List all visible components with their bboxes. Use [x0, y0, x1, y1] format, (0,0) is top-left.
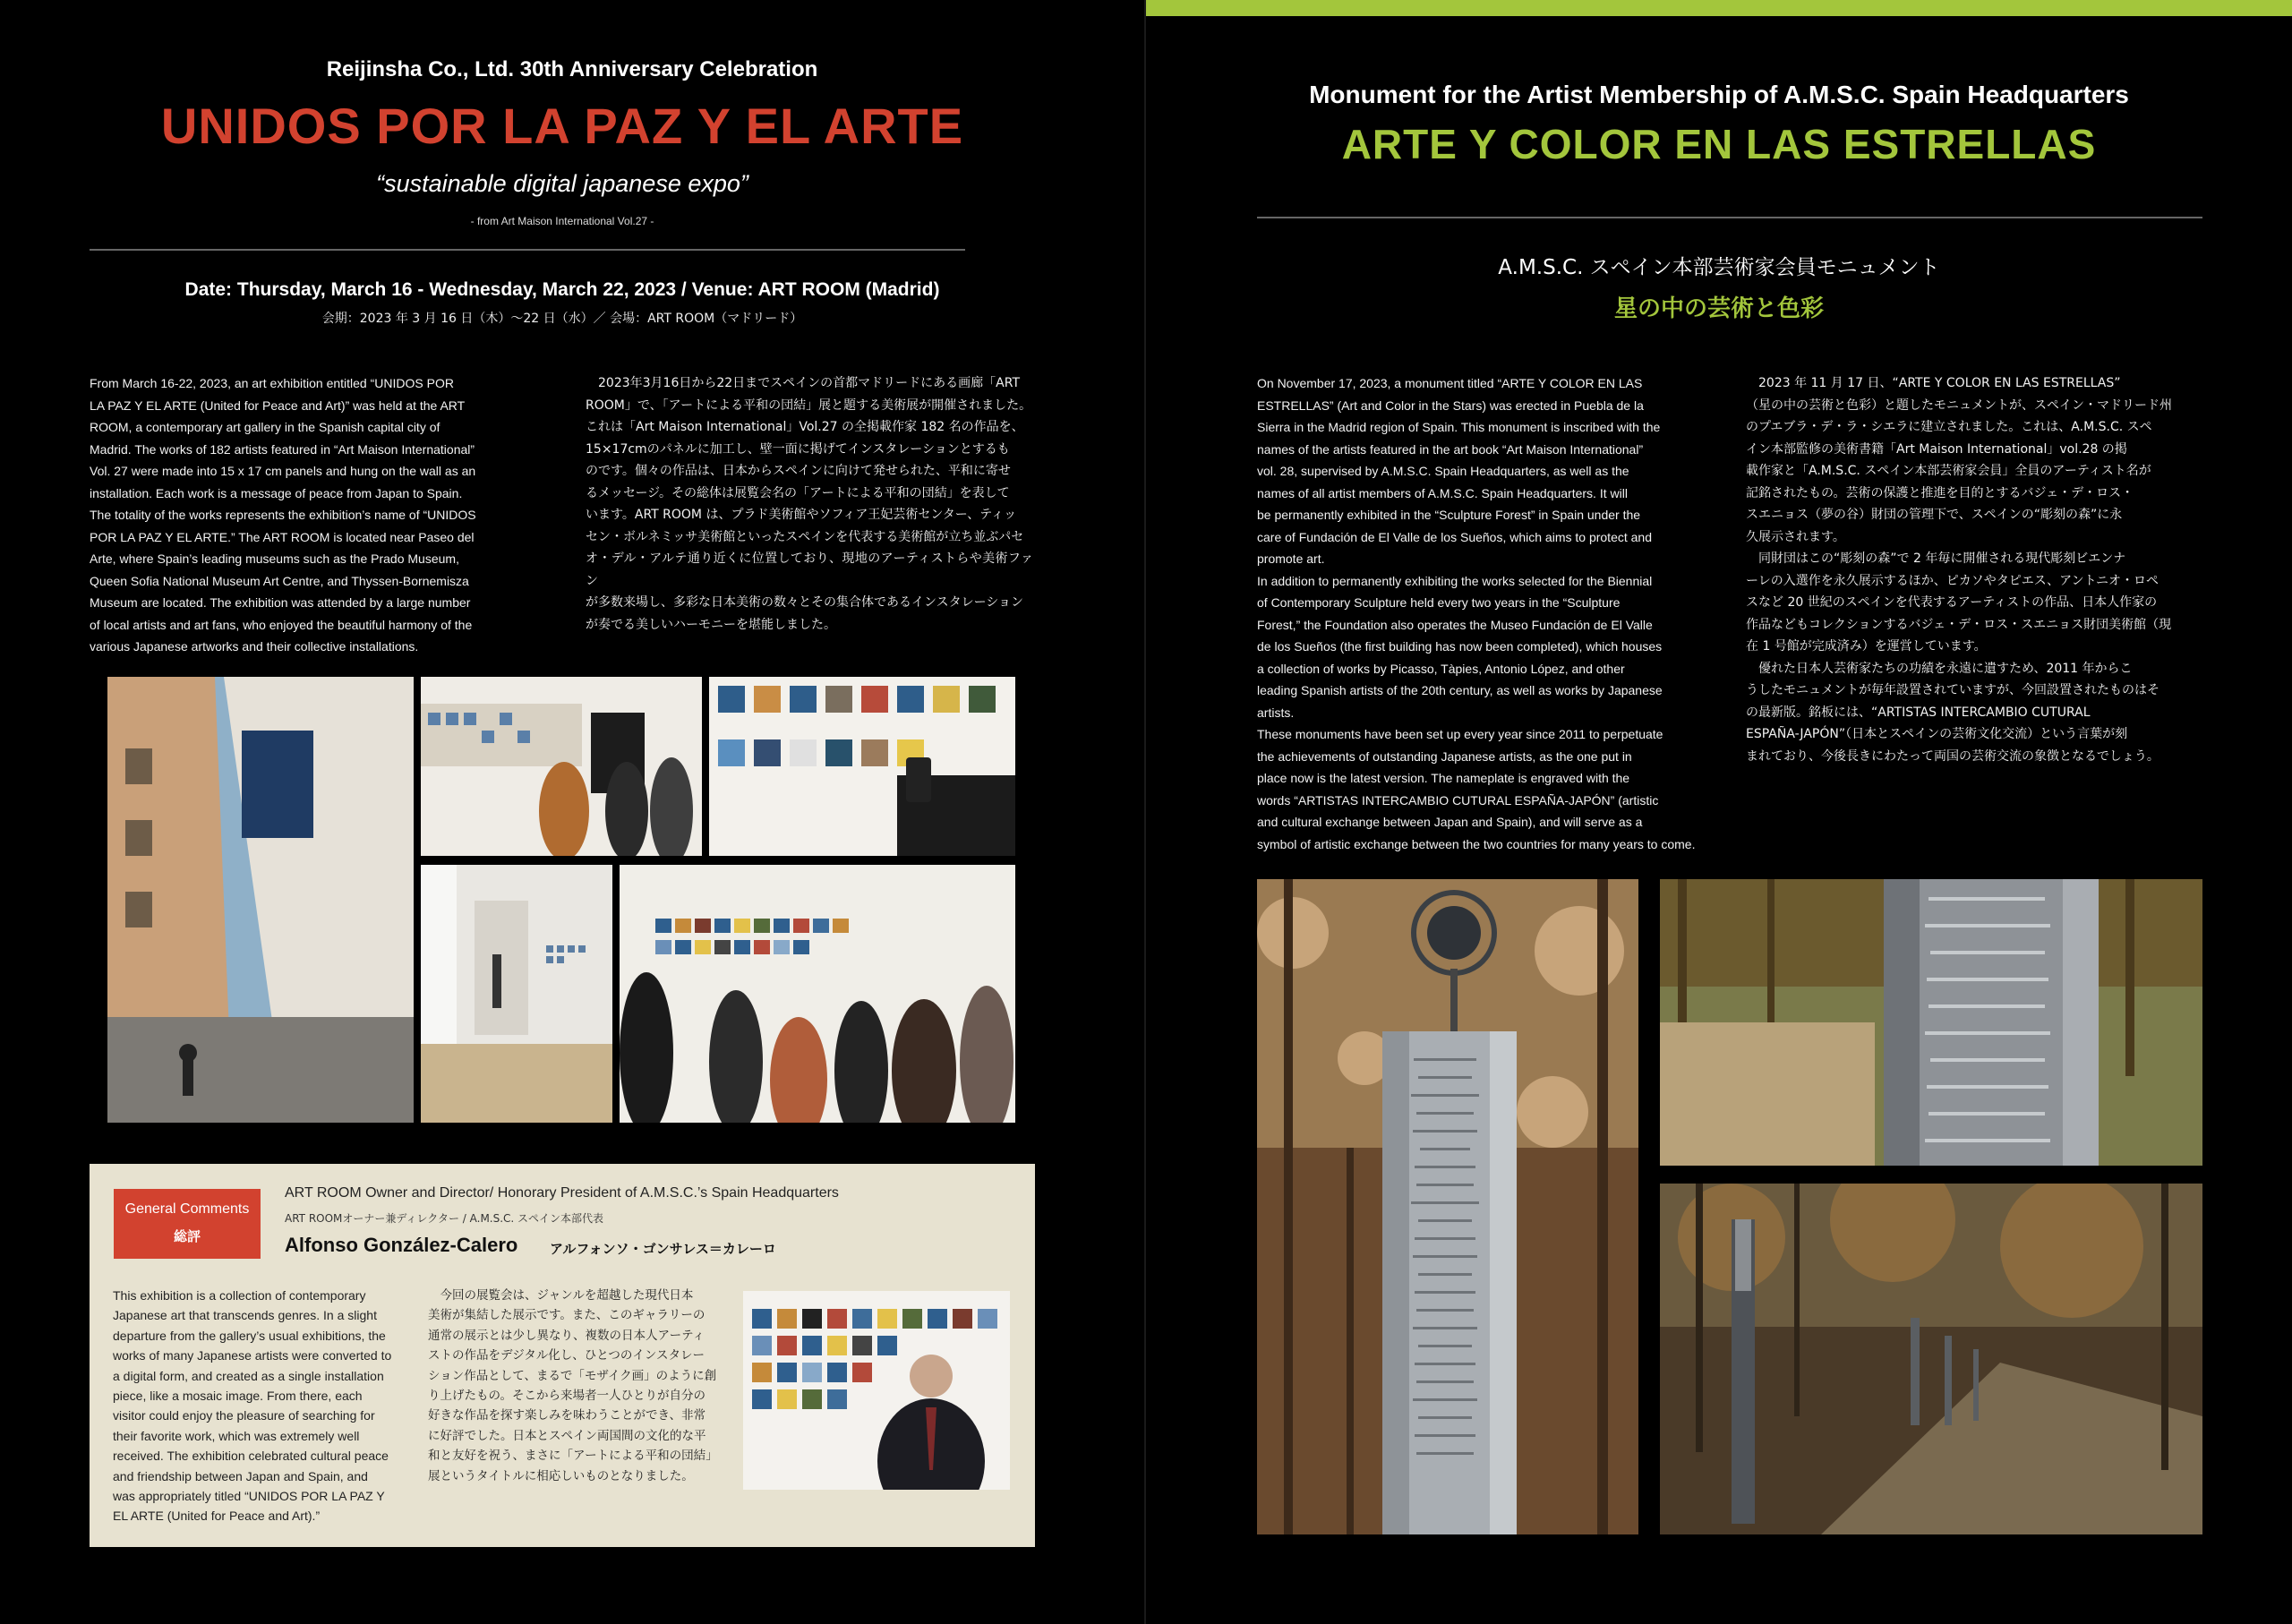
text-line: various Japanese artworks and their collective installations. — [90, 639, 419, 654]
right-kicker: Monument for the Artist Membership of A.M.S.C. Spain Headquarters — [1309, 81, 2129, 108]
text-line: 好きな作品を探す楽しみを味わうことができ、非常 — [428, 1408, 706, 1423]
text-line: 美術が集結した展示です。また、このギャラリーの — [428, 1308, 706, 1323]
text-line: 15×17cmのパネルに加工し、壁一面に掲げてインスタレーションとするも — [586, 441, 1010, 457]
text-line: （星の中の芸術と色彩）と題したモニュメントが、スペイン・マドリード州 — [1746, 397, 2172, 413]
text-line: promote art. — [1257, 551, 1325, 566]
text-line: Sierra in the Madrid region of Spain. This monument is inscribed with the — [1257, 420, 1661, 434]
text-line: POR LA PAZ Y EL ARTE.” The ART ROOM is located near Paseo del — [90, 529, 475, 544]
text-line: ストの作品をデジタル化し、ひとつのインスタレー — [428, 1348, 706, 1363]
text-line: ESPAÑA-JAPÓN”（日本とスペインの芸術文化交流）という言葉が刻 — [1746, 727, 2128, 741]
text-line: ション作品として、まるで「モザイク画」のように創 — [428, 1368, 717, 1383]
text-line: artists. — [1257, 705, 1295, 720]
text-line: Museum are located. The exhibition was attended by a large number — [90, 595, 471, 610]
text-line: るメッセージ。その総体は展覧会名の「アートによる平和の団結」を表して — [586, 485, 1010, 500]
text-line: was appropriately titled “UNIDOS POR LA PAZ Y — [113, 1489, 385, 1504]
text-line: departure from the gallery’s usual exhibitions, the — [113, 1328, 386, 1343]
text-line: ROOM」で、「アートによる平和の団結」展と題する美術展が開催されました。 — [586, 397, 1032, 413]
text-line: works of many Japanese artists were converted to — [113, 1348, 392, 1363]
text-line: These monuments have been set up every year since 2011 to perpetuate — [1257, 727, 1663, 741]
text-line: LA PAZ Y EL ARTE (United for Peace and Art)” was held at the ART — [90, 397, 466, 413]
crowd-at-installation-photo — [620, 865, 1015, 1123]
commenter-name-en: Alfonso González-Calero — [285, 1234, 518, 1256]
text-line: います。ART ROOM は、プラド美術館やソフィア王妃芸術センター、ティッ — [586, 508, 1017, 522]
text-line: 2023年3月16日から22日までスペインの首都マドリードにある画廊「ART — [586, 376, 1021, 390]
text-line: イン本部監修の美術書籍「Art Maison International」vol.28 の掲 — [1746, 441, 2127, 457]
engraved-names-photo — [1660, 879, 2202, 1166]
text-line: names of the artists featured in the art book “Art Maison International” — [1257, 441, 1644, 457]
text-line: 2023 年 11 月 17 日、“ARTE Y COLOR EN LAS ESTRELLAS” — [1746, 376, 2121, 390]
text-line: a digital form, and created as a single installation — [113, 1368, 384, 1383]
text-line: Forest,” the Foundation also operates the Museo Fundación de El Valle — [1257, 617, 1653, 632]
text-line: 通常の展示とは少し異なり、複数の日本人アーティ — [428, 1328, 706, 1343]
text-line: symbol of artistic exchange between the two countries for many years to come. — [1257, 836, 1696, 851]
text-line: 久展示されます。 — [1746, 529, 1845, 544]
text-line: のプエブラ・デ・ラ・シエラに建立されました。これは、A.M.S.C. スペ — [1746, 420, 2152, 434]
left-body-jp — [586, 372, 1033, 636]
left-page — [0, 0, 1144, 1624]
text-line: installation. Each work is a message of peace from Japan to Spain. — [90, 485, 463, 500]
text-line: Arte, where Spain’s leading museums such as the Prado Museum, — [90, 551, 459, 566]
text-line: of Contemporary Sculpture held every two years in the “Sculpture — [1257, 595, 1621, 610]
director-portrait-photo — [743, 1291, 1010, 1490]
left-title: UNIDOS POR LA PAZ Y EL ARTE — [160, 98, 964, 154]
commenter-name-jp: アルフォンソ・ゴンサレス＝カレーロ — [550, 1241, 776, 1257]
right-title: ARTE Y COLOR EN LAS ESTRELLAS — [1341, 121, 2097, 167]
badge-label-jp: 総評 — [173, 1228, 201, 1244]
comment-body-jp — [428, 1286, 722, 1486]
text-line: place now is the latest version. The nameplate is engraved with the — [1257, 771, 1630, 785]
text-line: In addition to permanently exhibiting the works selected for the Biennial — [1257, 573, 1653, 588]
text-line: the achievements of outstanding Japanese artists, as the one put in — [1257, 748, 1632, 764]
text-line: and friendship between Japan and Spain, and — [113, 1468, 368, 1483]
text-line: ーレの入選作を永久展示するほか、ピカソやタピエス、アントニオ・ロペ — [1746, 573, 2159, 588]
text-line: be permanently exhibited in the “Sculpture Forest” in Spain under the — [1257, 508, 1641, 522]
text-line: a collection of works by Picasso, Tàpies, Antonio López, and other — [1257, 661, 1625, 676]
left-kicker: Reijinsha Co., Ltd. 30th Anniversary Celebration — [326, 57, 818, 81]
text-line: The totality of the works represents the exhibition’s name of “UNIDOS — [90, 508, 476, 522]
text-line: ESTRELLAS” (Art and Color in the Stars) was erected in Puebla de la — [1257, 397, 1644, 413]
text-line: まれており、今後長きにわたって両国の芸術交流の象徴となるでしょう。 — [1746, 748, 2159, 764]
left-subtitle: “sustainable digital japanese expo” — [376, 170, 748, 197]
text-line: に好評でした。日本とスペイン両国間の文化的な平 — [428, 1428, 706, 1443]
text-line: り上げたもの。そこから来場者一人ひとりが自分の — [428, 1389, 706, 1404]
visitors-viewing-wall-photo — [421, 677, 702, 856]
right-title-jp: 星の中の芸術と色彩 — [1613, 295, 1824, 322]
comment-body-en — [113, 1286, 410, 1526]
text-line: 記銘されたもの。芸術の保護と推進を目的とするバジェ・デ・ロス・ — [1746, 485, 2134, 500]
right-kicker-jp: A.M.S.C. スペイン本部芸術家会員モニュメント — [1498, 256, 1940, 279]
general-comments-badge — [114, 1189, 261, 1259]
text-line: 今回の展覧会は、ジャンルを超越した現代日本 — [428, 1288, 694, 1303]
text-line: の最新版。銘板には、“ARTISTAS INTERCAMBIO CUTURAL — [1746, 705, 2091, 720]
general-comments-box — [90, 1164, 1035, 1547]
text-line: のです。個々の作品は、日本からスペインに向けて発せられた、平和に寄せ — [586, 464, 1011, 478]
text-line: が奏でる美しいハーモニーを堪能しました。 — [586, 617, 836, 632]
text-line: Queen Sofia National Museum Art Centre, and Thyssen-Bornemisza — [90, 573, 469, 588]
text-line: care of Fundación de El Valle de los Sueños, which aims to protect and — [1257, 529, 1652, 544]
text-line: vol. 28, supervised by A.M.S.C. Spain Headquarters, as well as the — [1257, 464, 1629, 478]
forest-path-monuments-photo — [1660, 1184, 2202, 1534]
top-accent-bar — [1146, 0, 2292, 16]
left-divider — [90, 249, 965, 251]
right-divider — [1257, 217, 2202, 218]
text-line: and cultural exchange between Japan and Spain), and will serve as a — [1257, 815, 1643, 829]
text-line: スなど 20 世紀のスペインを代表するアーティストの作品、日本人作家の — [1746, 595, 2158, 610]
text-line: 展というタイトルに相応しいものとなりました。 — [428, 1468, 694, 1483]
street-facade-photo — [107, 677, 414, 1123]
text-line: their favorite work, which was extremely well — [113, 1428, 360, 1443]
monument-pillar-closeup-photo — [1257, 879, 1638, 1534]
text-line: names of all artist members of A.M.S.C. Spain Headquarters. It will — [1257, 485, 1628, 500]
text-line: On November 17, 2023, a monument titled “ARTE Y COLOR EN LAS — [1257, 376, 1643, 390]
text-line: スエニョス（夢の谷）財団の管理下で、スペインの“彫刻の森”に永 — [1746, 508, 2123, 522]
gallery-corridor-photo — [421, 865, 612, 1123]
left-date-en: Date: Thursday, March 16 - Wednesday, March 22, 2023 / Venue: ART ROOM (Madrid) — [184, 279, 940, 300]
left-body-en — [90, 372, 544, 658]
text-line: うしたモニュメントが毎年設置されていますが、今回設置されたものはそ — [1746, 683, 2159, 697]
text-line: piece, like a mosaic image. From there, each — [113, 1389, 363, 1404]
text-line: de los Sueños (the first building has now been completed), which houses — [1257, 639, 1663, 654]
commenter-role-en: ART ROOM Owner and Director/ Honorary President of A.M.S.C.’s Spain Headquarters — [285, 1185, 839, 1201]
text-line: of local artists and art fans, who enjoyed the beautiful harmony of the — [90, 617, 473, 632]
text-line: EL ARTE (United for Peace and Art).” — [113, 1509, 321, 1524]
left-source: - from Art Maison International Vol.27 - — [470, 215, 654, 227]
text-line: これは「Art Maison International」Vol.27 の全掲載作家 182 名の作品を、 — [586, 420, 1024, 434]
text-line: が多数来場し、多彩な日本美術の数々とその集合体であるインスタレーション — [586, 595, 1024, 610]
text-line: 載作家と「A.M.S.C. スペイン本部芸術家会員」全員のアーティスト名が — [1746, 464, 2151, 478]
text-line: ROOM, a contemporary art gallery in the Spanish capital city of — [90, 420, 440, 434]
text-line: オ・デル・アルテ通り近くに位置しており、現地のアーティストらや美術ファン — [586, 551, 1033, 588]
text-line: 同財団はこの“彫刻の森”で 2 年毎に開催される現代彫刻ビエンナ — [1746, 551, 2126, 566]
commenter-role-jp: ART ROOMオーナー兼ディレクター / A.M.S.C. スペイン本部代表 — [285, 1212, 604, 1225]
text-line: Madrid. The works of 182 artists featured in “Art Maison International” — [90, 441, 475, 457]
right-page — [1146, 0, 2292, 1624]
text-line: From March 16-22, 2023, an art exhibition entitled “UNIDOS POR — [90, 376, 454, 390]
text-line: words “ARTISTAS INTERCAMBIO CUTURAL ESPAÑA-JAPÓN” (artistic — [1257, 792, 1659, 808]
badge-label-en: General Comments — [124, 1201, 250, 1217]
text-line: Japanese art that transcends genres. In a slight — [113, 1308, 377, 1323]
left-date-jp: 会期：2023 年 3 月 16 日（木）～22 日（水）／ 会場：ART ROOM（マドリード） — [321, 312, 803, 326]
wall-panels-phone-photo — [709, 677, 1015, 856]
text-line: セン・ボルネミッサ美術館といったスペインを代表する美術館が立ち並ぶパセ — [586, 529, 1024, 544]
text-line: 在 1 号館が完成済み）を運営しています。 — [1746, 639, 1987, 654]
text-line: 優れた日本人芸術家たちの功績を永遠に遺すため、2011 年からこ — [1746, 661, 2133, 676]
text-line: This exhibition is a collection of contemporary — [113, 1288, 366, 1303]
text-line: Vol. 27 were made into 15 x 17 cm panels and hung on the wall as an — [90, 464, 476, 478]
right-body-en — [1257, 372, 1712, 855]
text-line: 作品などもコレクションするバジェ・デ・ロス・スエニョス財団美術館（現 — [1746, 617, 2172, 632]
text-line: received. The exhibition celebrated cultural peace — [113, 1449, 389, 1464]
right-body-jp — [1746, 372, 2202, 767]
text-line: visitor could enjoy the pleasure of searching for — [113, 1408, 375, 1423]
text-line: leading Spanish artists of the 20th century, as well as works by Japanese — [1257, 683, 1663, 697]
text-line: 和と友好を祝う、まさに「アートによる平和の団結」 — [428, 1449, 718, 1464]
